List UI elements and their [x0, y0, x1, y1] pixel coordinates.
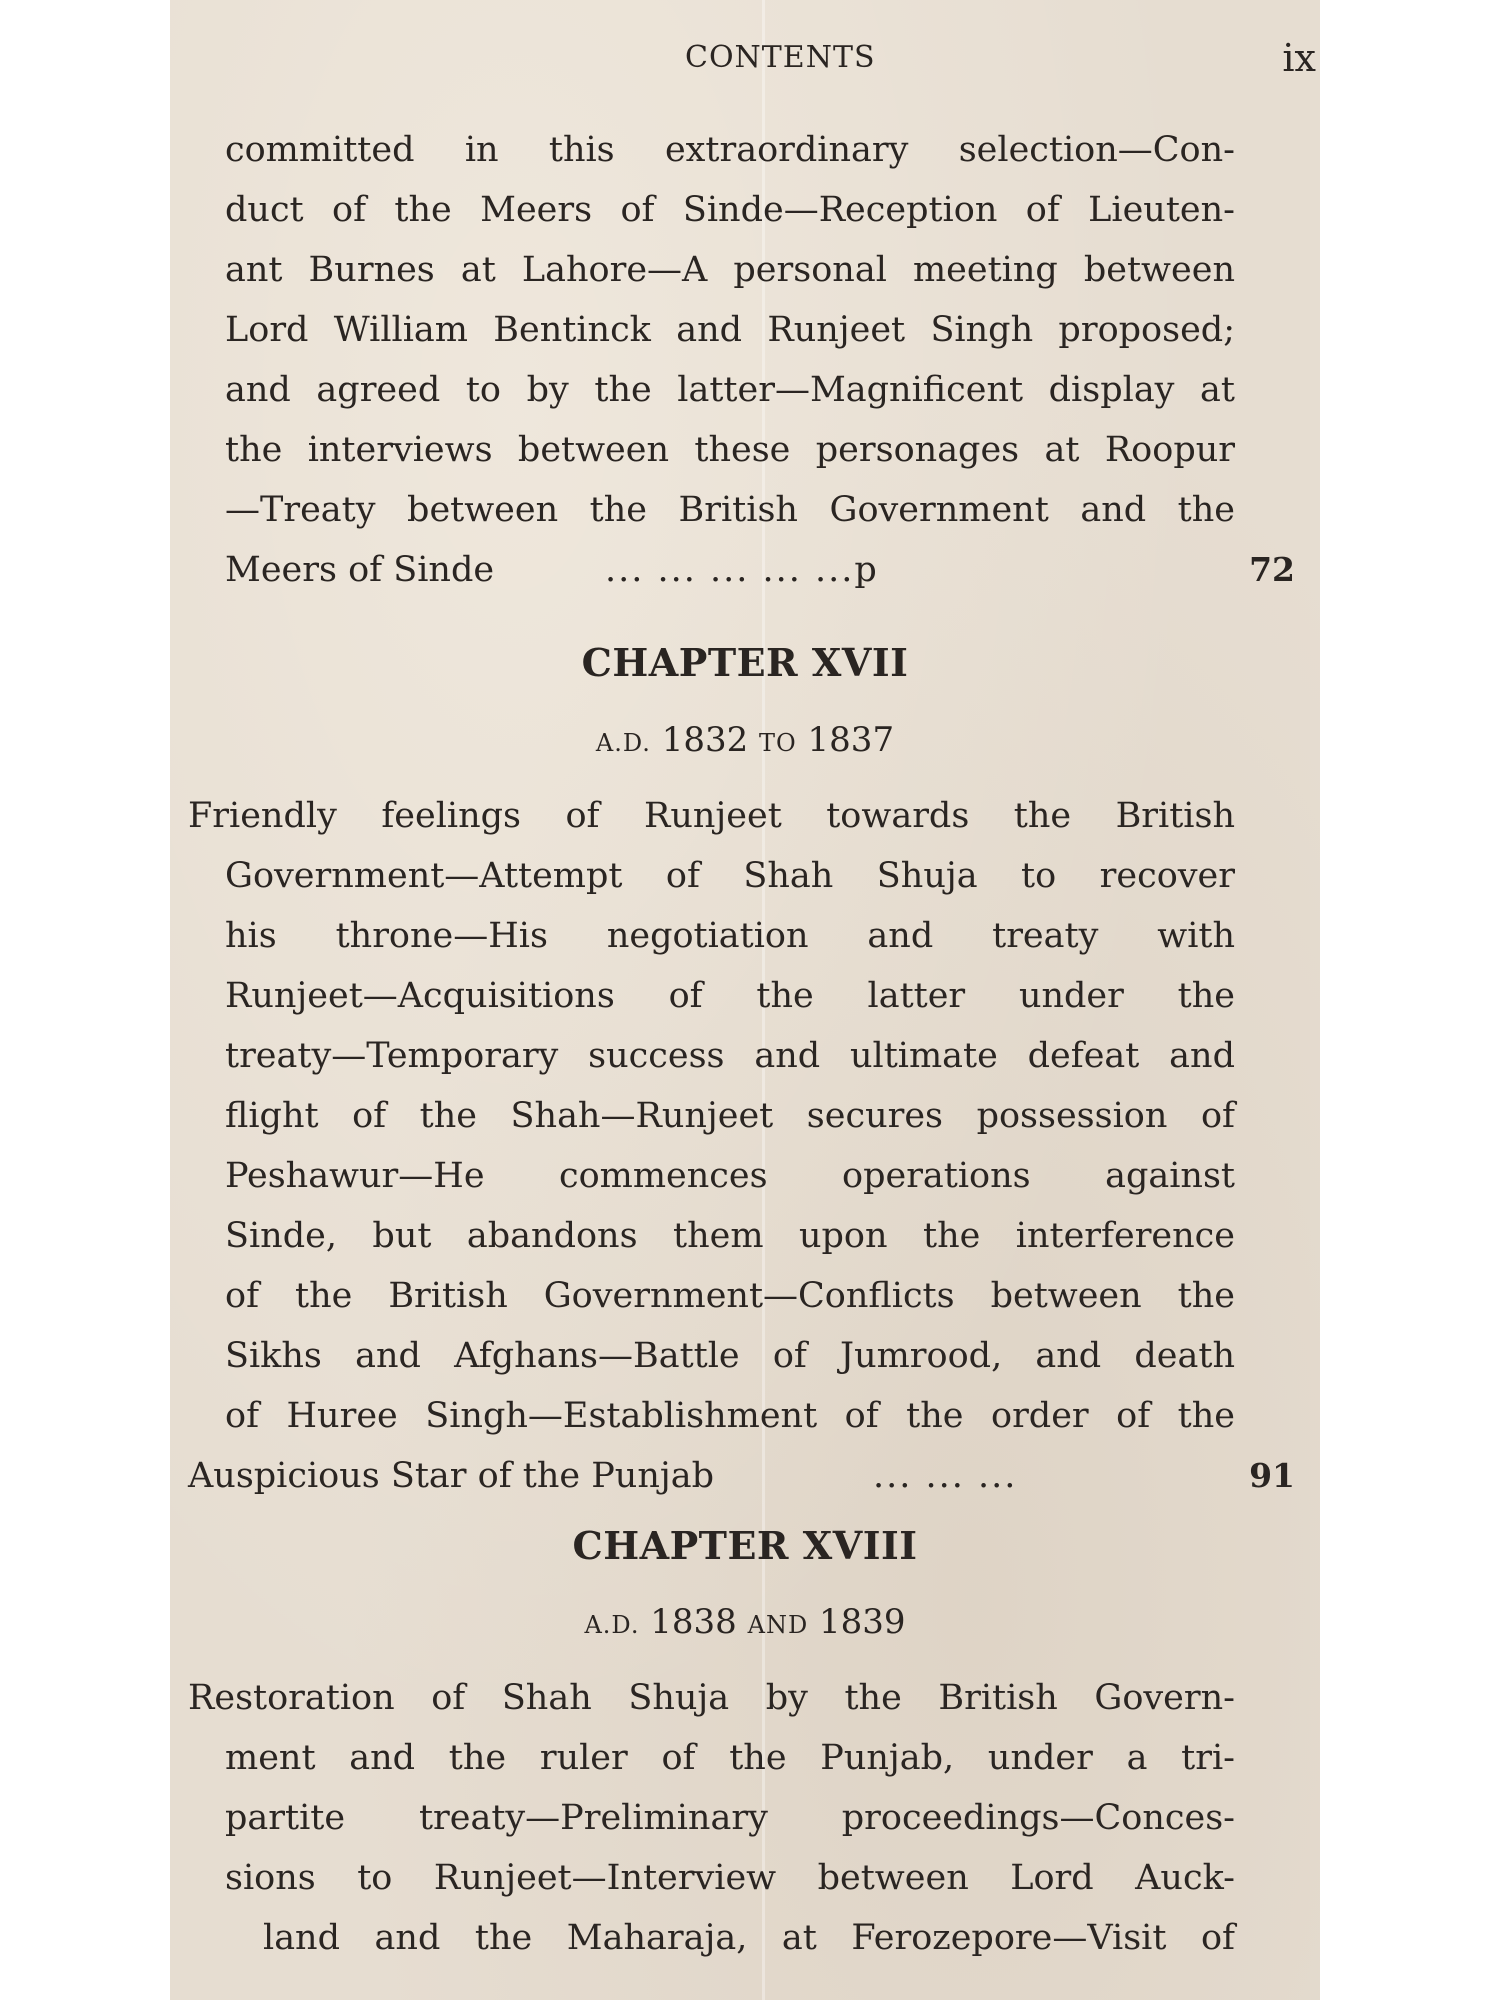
entry-line-text: his throne—His negotiation and treaty with	[225, 916, 1235, 956]
entry-line-text: ant Burnes at Lahore—A personal meeting between	[225, 250, 1235, 290]
entry-line	[188, 1848, 1295, 1908]
running-title: CONTENTS	[685, 40, 876, 75]
entry-line-text: Auspicious Star of the Punjab	[188, 1456, 714, 1496]
date-joiner: AND	[747, 1611, 809, 1639]
dot-leaders: ... ... ... ... ...p	[605, 550, 879, 590]
entry-line-text: land and the Maharaja, at Ferozepore—Visit of	[263, 1918, 1235, 1958]
entry-line-final	[188, 1446, 1295, 1506]
entry-line	[225, 120, 1295, 180]
entry-line-final	[225, 540, 1295, 600]
entry-line-text: Runjeet—Acquisitions of the latter under the	[225, 976, 1235, 1016]
entry-line-text: of Huree Singh—Establishment of the order of the	[225, 1396, 1235, 1436]
entry-line	[188, 906, 1295, 966]
entry-page-number: 91	[1249, 1456, 1295, 1495]
entry-line-text: Sikhs and Afghans—Battle of Jumrood, and death	[225, 1336, 1235, 1376]
date-year-start: 1838	[650, 1602, 737, 1642]
entry-line	[188, 1668, 1295, 1728]
toc-entry-continued	[225, 120, 1295, 600]
chapter-dates	[170, 720, 1320, 760]
entry-line-text: partite treaty—Preliminary proceedings—Conces-	[225, 1798, 1235, 1838]
date-year-end: 1839	[819, 1602, 906, 1642]
entry-line	[188, 1386, 1295, 1446]
entry-line-text: the interviews between these personages at Roopur	[225, 430, 1235, 470]
entry-line-text: flight of the Shah—Runjeet secures possession of	[225, 1096, 1235, 1136]
entry-line	[225, 180, 1295, 240]
entry-line-text: and agreed to by the latter—Magnificent display at	[225, 370, 1235, 410]
entry-line	[188, 1146, 1295, 1206]
entry-line	[188, 966, 1295, 1026]
date-year-end: 1837	[807, 720, 895, 760]
entry-line	[188, 786, 1295, 846]
date-prefix: A.D.	[584, 1611, 640, 1639]
entry-line	[225, 360, 1295, 420]
entry-line-text: duct of the Meers of Sinde—Reception of Lieuten-	[225, 190, 1235, 230]
date-joiner: TO	[759, 729, 797, 757]
entry-line	[188, 1266, 1295, 1326]
date-prefix: A.D.	[595, 729, 651, 757]
entry-line-text: Restoration of Shah Shuja by the British Govern-	[188, 1678, 1235, 1718]
entry-line	[188, 1728, 1295, 1788]
entry-line	[188, 1086, 1295, 1146]
chapter-heading: CHAPTER XVII	[581, 640, 909, 685]
entry-line	[188, 846, 1295, 906]
page-number: ix	[1282, 36, 1316, 80]
entry-line-text: Lord William Bentinck and Runjeet Singh proposed;	[225, 310, 1235, 350]
toc-entry-chapter-18	[188, 1668, 1295, 1968]
entry-line	[188, 1788, 1295, 1848]
toc-entry-chapter-17	[188, 786, 1295, 1506]
entry-line	[225, 300, 1295, 360]
date-year-start: 1832	[661, 720, 749, 760]
entry-line-text: Meers of Sinde	[225, 550, 495, 590]
entry-line	[225, 240, 1295, 300]
entry-line-text: Government—Attempt of Shah Shuja to recover	[225, 856, 1235, 896]
chapter-dates	[170, 1602, 1320, 1642]
entry-line-text: committed in this extraordinary selection—Con-	[225, 130, 1235, 170]
page-header	[170, 36, 1320, 84]
entry-line-text: ment and the ruler of the Punjab, under a tri-	[225, 1738, 1235, 1778]
entry-line	[225, 420, 1295, 480]
entry-line	[225, 480, 1295, 540]
entry-line-text: Peshawur—He commences operations against	[225, 1156, 1235, 1196]
entry-line	[188, 1206, 1295, 1266]
entry-line	[188, 1026, 1295, 1086]
entry-line-text: treaty—Temporary success and ultimate defeat and	[225, 1036, 1235, 1076]
entry-line-text: Sinde, but abandons them upon the interference	[225, 1216, 1235, 1256]
entry-line-text: of the British Government—Conflicts between the	[225, 1276, 1235, 1316]
entry-line-text: Friendly feelings of Runjeet towards the British	[188, 796, 1235, 836]
entry-page-number: 72	[1249, 550, 1295, 589]
entry-line	[188, 1908, 1295, 1968]
book-page	[170, 0, 1320, 2000]
entry-line-text: —Treaty between the British Government and the	[225, 490, 1235, 530]
chapter-heading: CHAPTER XVIII	[572, 1523, 918, 1568]
entry-line	[188, 1326, 1295, 1386]
entry-line-text: sions to Runjeet—Interview between Lord Auck-	[225, 1858, 1235, 1898]
dot-leaders: ... ... ...	[873, 1456, 1018, 1496]
